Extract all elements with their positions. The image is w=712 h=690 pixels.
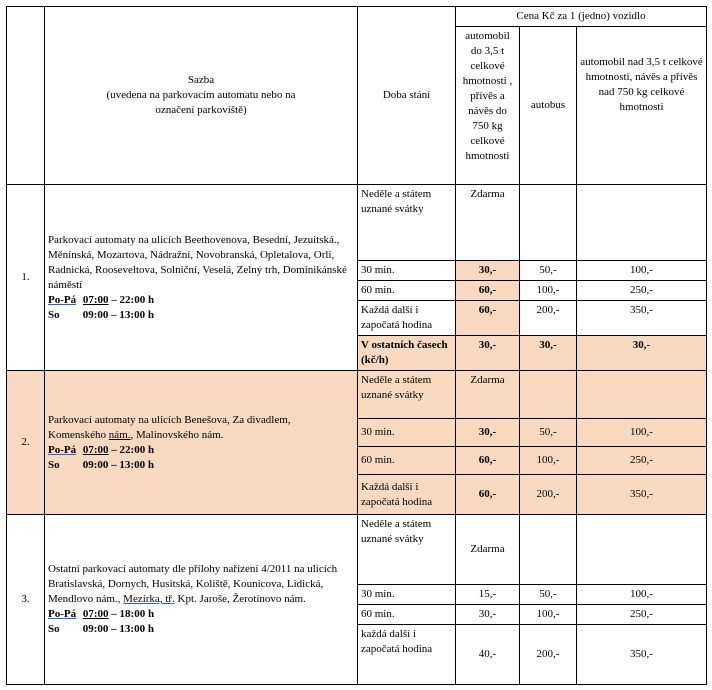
header-col-truck: automobil nad 3,5 t celkové hmotnosti, návěs a přívěs nad 750 kg celkové hmotnosti <box>577 27 707 185</box>
schedule-saturday <box>48 458 354 473</box>
schedule-saturday <box>48 308 354 323</box>
doba-cell: 60 min. <box>358 447 456 475</box>
price-bus: 200,- <box>520 301 577 336</box>
schedule-days: Po-Pá <box>48 293 77 306</box>
price-truck <box>577 371 707 419</box>
price-truck: 100,- <box>577 419 707 447</box>
header-num-cell <box>7 7 45 185</box>
schedule-to: – 22:00 h <box>111 443 155 456</box>
price-car: 60,- <box>456 475 520 515</box>
schedule-to: – 22:00 h <box>111 293 155 306</box>
price-truck: 350,- <box>577 625 707 685</box>
doba-cell: 60 min. <box>358 281 456 301</box>
price-bus: 100,- <box>520 447 577 475</box>
price-car: 30,- <box>456 605 520 625</box>
price-car: Zdarma <box>456 515 520 585</box>
price-bus: 100,- <box>520 281 577 301</box>
doba-cell: Neděle a státem uznané svátky <box>358 515 456 585</box>
schedule-days: Po-Pá <box>48 608 77 620</box>
description-part: Parkovací automaty na ulicích Benešova, Za divadlem, <box>48 413 291 426</box>
doba-cell: Každá další i započatá hodina <box>358 301 456 336</box>
schedule-from: 07:00 <box>82 443 109 456</box>
doba-cell: Neděle a státem uznané svátky <box>358 185 456 261</box>
schedule-days: So <box>48 458 60 471</box>
description-part: Mezírka, tř. <box>123 593 175 605</box>
description-text: Parkovací automaty na ulicích Beethovenova, Besední, Jezuitská., Měnínská, Mozartova, Nádražní, Novobranská, Opletalova, Orlí, Radnická, Rooseveltova, Solniční, Veselá, Zelný trh, Dominikánské náměstí <box>48 233 347 291</box>
price-car: 60,- <box>456 281 520 301</box>
price-car: 60,- <box>456 447 520 475</box>
row-number: 3. <box>7 515 45 685</box>
description-part: nám. <box>108 428 131 441</box>
schedule-weekday <box>48 607 354 622</box>
doba-cell: každá další i započatá hodina <box>358 625 456 685</box>
sazba-title: Sazba <box>187 74 215 86</box>
price-bus: 50,- <box>520 261 577 281</box>
header-col-car: automobil do 3,5 t celkové hmotnosti , přívěs a návěs do 750 kg celkové hmotnosti <box>456 27 520 185</box>
price-bus <box>520 185 577 261</box>
schedule-to: – 18:00 h <box>111 608 155 620</box>
table-row <box>7 371 707 419</box>
sazba-note: (uvedena na parkovacím automatu nebo na označení parkoviště) <box>106 89 296 116</box>
price-bus: 100,- <box>520 605 577 625</box>
price-bus: 50,- <box>520 585 577 605</box>
schedule-saturday <box>48 622 354 637</box>
header-sazba-cell <box>45 7 358 185</box>
price-bus <box>520 515 577 585</box>
schedule-weekday <box>48 293 354 308</box>
price-bus: 200,- <box>520 475 577 515</box>
price-car: 60,- <box>456 301 520 336</box>
doba-cell: Každá další i započatá hodina <box>358 475 456 515</box>
price-car: Zdarma <box>456 185 520 261</box>
header-doba-stani: Doba stání <box>358 7 456 185</box>
price-truck: 250,- <box>577 447 707 475</box>
schedule-from: 07:00 <box>82 293 109 306</box>
description-part: Kpt. Jaroše, Žerotínovo nám. <box>177 593 306 605</box>
price-truck: 250,- <box>577 281 707 301</box>
doba-cell: 30 min. <box>358 261 456 281</box>
price-car: 40,- <box>456 625 520 685</box>
doba-cell: 30 min. <box>358 419 456 447</box>
price-truck <box>577 515 707 585</box>
row-description <box>45 185 358 371</box>
schedule-time: 09:00 – 13:00 h <box>82 308 154 321</box>
price-truck: 30,- <box>577 336 707 371</box>
doba-cell: Neděle a státem uznané svátky <box>358 371 456 419</box>
schedule-time: 09:00 – 13:00 h <box>82 623 154 635</box>
schedule-days: So <box>48 623 60 635</box>
description-text <box>48 562 354 607</box>
price-car: 15,- <box>456 585 520 605</box>
doba-cell: 30 min. <box>358 585 456 605</box>
doba-cell: 60 min. <box>358 605 456 625</box>
description-part: Komenského <box>48 428 107 441</box>
schedule-days: So <box>48 308 60 321</box>
schedule-weekday <box>48 443 354 458</box>
price-truck: 350,- <box>577 301 707 336</box>
price-bus: 200,- <box>520 625 577 685</box>
parking-tariff-table <box>6 6 707 685</box>
price-truck <box>577 185 707 261</box>
schedule-days: Po-Pá <box>48 443 77 456</box>
header-col-bus: autobus <box>520 27 577 185</box>
price-car: 30,- <box>456 419 520 447</box>
price-car: 30,- <box>456 261 520 281</box>
price-bus: 30,- <box>520 336 577 371</box>
price-bus <box>520 371 577 419</box>
table-row <box>7 185 707 261</box>
description-part: Ostatní parkovací automaty dle přílohy nařízení 4/2011 na ulicích Bratislavská, Dornych, Husitská, Koliště, Kounicova, Lidická, Mendlovo nám., <box>48 563 338 605</box>
price-truck: 350,- <box>577 475 707 515</box>
row-description <box>45 371 358 515</box>
price-truck: 250,- <box>577 605 707 625</box>
doba-cell: V ostatních časech (kč/h) <box>358 336 456 371</box>
price-car: 30,- <box>456 336 520 371</box>
price-bus: 50,- <box>520 419 577 447</box>
price-truck: 100,- <box>577 261 707 281</box>
price-car: Zdarma <box>456 371 520 419</box>
header-row-1 <box>7 7 707 27</box>
row-description <box>45 515 358 685</box>
row-number: 1. <box>7 185 45 371</box>
schedule-from: 07:00 <box>82 608 109 620</box>
header-price-group: Cena Kč za 1 (jedno) vozidlo <box>456 7 707 27</box>
description-text <box>48 413 354 443</box>
description-part: , Malinovského nám. <box>130 428 224 441</box>
row-number: 2. <box>7 371 45 515</box>
table-row <box>7 515 707 585</box>
price-truck: 100,- <box>577 585 707 605</box>
schedule-time: 09:00 – 13:00 h <box>82 458 154 471</box>
